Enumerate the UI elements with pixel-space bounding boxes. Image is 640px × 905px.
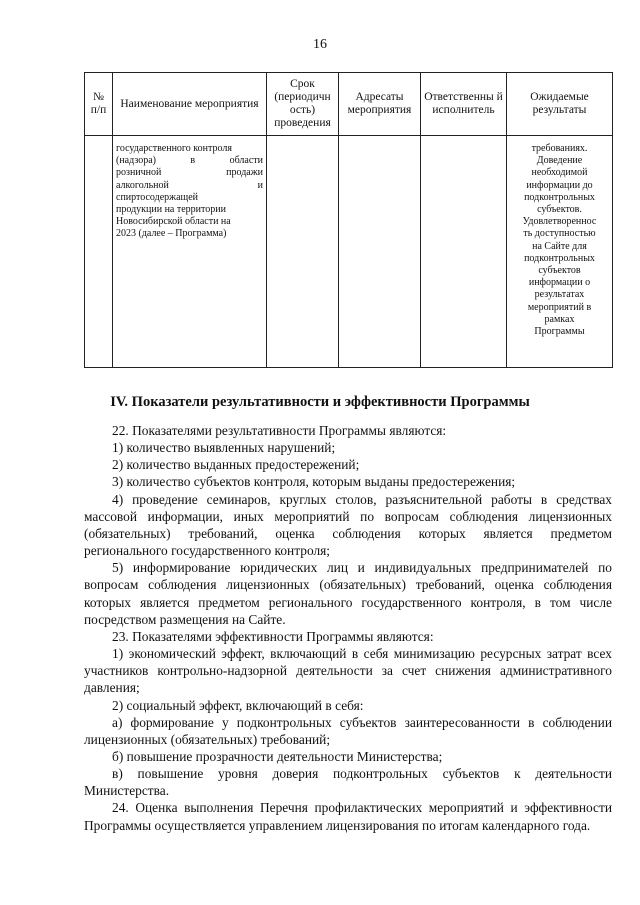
result-line: ть доступностью <box>523 228 596 240</box>
paragraph: 1) экономический эффект, включающий в себя минимизацию ресурсных затрат всех участников контрольно-надзорной деятельности за счет снижения административного давления; <box>84 646 612 696</box>
result-line: Доведение <box>536 155 583 167</box>
header-number: № п/п <box>85 73 113 136</box>
paragraph: 1) количество выявленных нарушений; <box>112 440 336 456</box>
header-name: Наименование мероприятия <box>113 73 267 136</box>
header-results: Ожидаемые результаты <box>507 73 613 136</box>
table-header-row <box>85 73 613 136</box>
result-line: Удовлетвореннос <box>522 216 597 228</box>
result-line: результатах <box>534 289 585 301</box>
name-line: розничной продажи <box>116 167 263 179</box>
name-line: 2023 (далее – Программа) <box>116 228 227 240</box>
result-line: на Сайте для <box>532 240 587 252</box>
name-line: спиртосодержащей <box>116 191 199 203</box>
result-line: рамках <box>544 313 575 325</box>
name-line: алкогольной и <box>116 179 263 191</box>
name-line: (надзора) в области <box>116 155 263 167</box>
header-period: Срок (периодичн ость) проведения <box>267 73 339 136</box>
paragraph: а) формирование у подконтрольных субъектов заинтересованности в соблюдении лицензионных (обязательных) требований; <box>84 714 612 747</box>
result-line: субъектов. <box>537 204 582 216</box>
result-line: субъектов <box>538 265 581 277</box>
row-addressees-cell <box>339 136 421 368</box>
paragraph: 3) количество субъектов контроля, которым выданы предостережения; <box>112 474 516 490</box>
row-period-cell <box>267 136 339 368</box>
name-line: Новосибирской области на <box>116 216 231 228</box>
paragraph: в) повышение уровня доверия подконтрольных субъектов к деятельности Министерства. <box>84 766 612 799</box>
header-addressees: Адресаты мероприятия <box>339 73 421 136</box>
result-line: требованиях. <box>531 143 588 154</box>
row-name-cell <box>113 136 267 368</box>
result-line: информации до <box>526 179 593 191</box>
paragraph: 24. Оценка выполнения Перечня профилактических мероприятий и эффективности Программы осуществляется управлением лицензирования по итогам календарного года. <box>84 800 612 833</box>
paragraph: 2) социальный эффект, включающий в себя: <box>112 697 364 713</box>
name-line: государственного контроля <box>116 143 232 154</box>
result-line: мероприятий в <box>527 301 592 313</box>
body-text <box>84 422 612 834</box>
table-row <box>85 136 613 368</box>
paragraph: 4) проведение семинаров, круглых столов, разъяснительной работы в средствах массовой информации, иных мероприятий по вопросам соблюдения лицензионных (обязательных) требований, оценка соблюдения которых является предметом регионального государственного контроля; <box>84 491 612 559</box>
page-number: 16 <box>313 37 327 52</box>
paragraph: 22. Показателями результативности Программы являются: <box>112 423 447 438</box>
paragraph: 2) количество выданных предостережений; <box>112 457 360 473</box>
header-responsible: Ответственны й исполнитель <box>421 73 507 136</box>
result-line: подконтрольных <box>524 191 595 203</box>
paragraph: 5) информирование юридических лиц и индивидуальных предпринимателей по вопросам соблюдения лицензионных (обязательных) требований, оценка соблюдения которых является предметом регионального государственного контроля, в том числе посредством размещения на Сайте. <box>84 560 612 627</box>
paragraph: б) повышение прозрачности деятельности Министерства; <box>112 748 443 764</box>
result-line: Программы <box>534 326 585 338</box>
paragraph: 23. Показателями эффективности Программы являются: <box>112 628 434 644</box>
result-line: подконтрольных <box>524 252 595 264</box>
name-line: продукции на территории <box>116 204 226 216</box>
row-results-cell <box>507 136 613 368</box>
result-line: необходимой <box>531 167 588 179</box>
row-responsible-cell <box>421 136 507 368</box>
section-heading: IV. Показатели результативности и эффективности Программы <box>110 394 530 410</box>
result-line: информации о <box>528 277 591 289</box>
measures-table <box>84 72 613 368</box>
row-number-cell <box>85 136 113 368</box>
